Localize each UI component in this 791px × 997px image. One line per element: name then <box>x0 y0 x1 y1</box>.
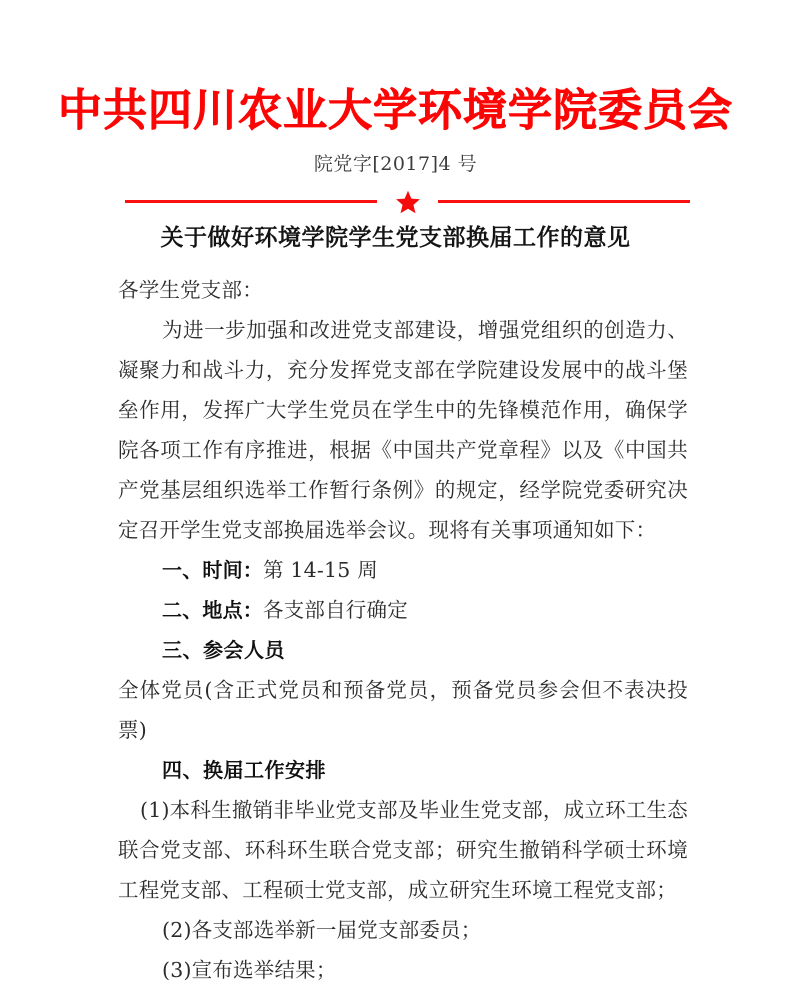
work-item-3: (3)宣布选举结果； <box>162 958 337 982</box>
section-time-value: 第 14-15 周 <box>263 558 378 582</box>
section-location-label: 二、地点： <box>162 598 263 622</box>
section-location-value: 各支部自行确定 <box>263 598 408 622</box>
red-star-icon <box>395 189 421 215</box>
document-number: 院党字[2017]4 号 <box>313 153 478 175</box>
document-body <box>118 270 688 990</box>
section-attendees-value: 全体党员(含正式党员和预备党员，预备党员参会但不表决投票) <box>118 678 688 742</box>
work-item-1: (1)本科生撤销非毕业党支部及毕业生党支部，成立环工生态联合党支部、环科环生联合党支部；研究生撤销科学硕士环境工程党支部、工程硕士党支部，成立研究生环境工程党支部； <box>118 798 688 902</box>
subject-title: 关于做好环境学院学生党支部换届工作的意见 <box>160 225 631 251</box>
section-time-label: 一、时间： <box>162 558 263 582</box>
opening-paragraph: 为进一步加强和改进党支部建设，增强党组织的创造力、凝聚力和战斗力，充分发挥党支部在学院建设发展中的战斗堡垒作用，发挥广大学生党员在学生中的先锋模范作用，确保学院各项工作有序推进，根据《中国共产党章程》以及《中国共产党基层组织选举工作暂行条例》的规定，经学院党委研究决定召开学生党支部换届选举会议。现将有关事项通知如下： <box>118 318 688 542</box>
section-arrangement-label: 四、换届工作安排 <box>162 758 326 782</box>
salutation: 各学生党支部： <box>118 278 263 302</box>
section-attendees-label: 三、参会人员 <box>162 638 285 662</box>
section-location <box>118 590 688 630</box>
red-separator <box>125 189 690 215</box>
separator-rule-right <box>438 200 690 203</box>
section-time <box>118 550 688 590</box>
masthead <box>0 84 791 138</box>
organization-title: 中共四川农业大学环境学院委员会 <box>58 85 733 136</box>
work-item-2: (2)各支部选举新一届党支部委员； <box>162 918 482 942</box>
separator-rule-left <box>125 200 377 203</box>
